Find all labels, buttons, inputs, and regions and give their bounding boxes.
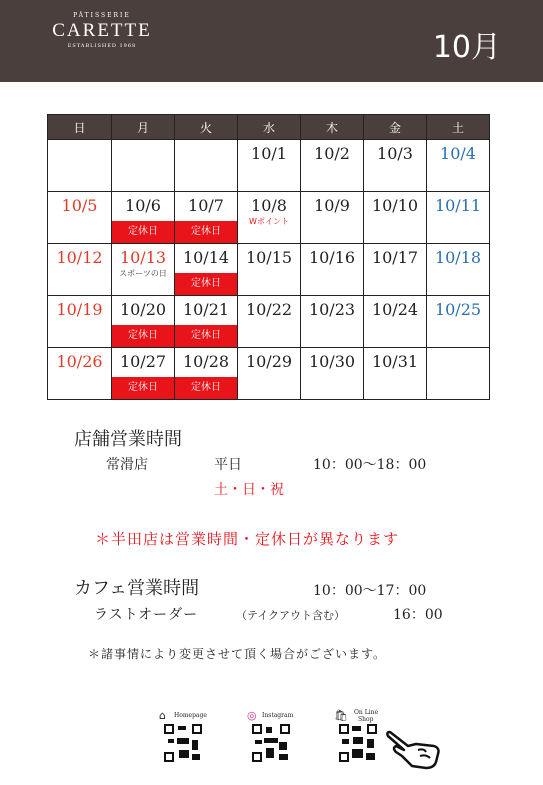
calendar-day-cell xyxy=(48,192,112,244)
closed-day-badge: 定休日 xyxy=(112,221,174,243)
logo-top-text: PÂTISSERIE xyxy=(73,12,131,19)
weekday-header: 土 xyxy=(427,115,490,140)
shopping-bag-icon: 🛍 xyxy=(334,709,348,722)
closed-day-badge: 定休日 xyxy=(175,377,237,399)
day-date: 10/21 xyxy=(182,300,230,319)
calendar-day-cell xyxy=(238,296,301,348)
day-date: 10/25 xyxy=(434,300,482,319)
home-icon: ⌂ xyxy=(159,709,166,722)
instagram-qr-code[interactable] xyxy=(252,724,290,762)
holiday-note: スポーツの日 xyxy=(119,269,167,278)
weekday-header: 金 xyxy=(364,115,427,140)
day-date: 10/8 xyxy=(251,196,287,215)
day-date: 10/17 xyxy=(371,248,419,267)
calendar-empty-cell xyxy=(427,348,490,400)
day-date: 10/9 xyxy=(314,196,350,215)
closed-day-badge: 定休日 xyxy=(112,325,174,347)
last-order-time: 16：00 xyxy=(393,607,443,623)
day-date: 10/7 xyxy=(188,196,224,215)
calendar-empty-cell xyxy=(112,140,175,192)
day-date: 10/28 xyxy=(182,352,230,371)
calendar-day-cell xyxy=(48,244,112,296)
calendar-day-cell xyxy=(301,140,364,192)
weekday-hours: 10：00〜18：00 xyxy=(313,457,427,473)
calendar-day-cell xyxy=(364,192,427,244)
calendar-day-cell xyxy=(301,192,364,244)
instagram-label: Instagram xyxy=(262,712,294,719)
calendar-day-cell xyxy=(301,296,364,348)
day-date: 10/12 xyxy=(56,248,103,267)
online-shop-qr-code[interactable] xyxy=(339,724,377,762)
day-date: 10/10 xyxy=(371,196,419,215)
online-shop-label-1: On Line xyxy=(354,709,379,716)
day-date: 10/14 xyxy=(182,248,230,267)
calendar-day-cell xyxy=(364,348,427,400)
homepage-qr-code[interactable] xyxy=(164,724,202,762)
weekday-header: 火 xyxy=(175,115,238,140)
calendar-day-cell xyxy=(175,244,238,296)
weekday-header: 月 xyxy=(112,115,175,140)
logo-sub-text: ESTABLISHED 1968 xyxy=(67,43,137,49)
calendar-day-cell xyxy=(112,348,175,400)
calendar-day-cell xyxy=(427,296,490,348)
day-date: 10/19 xyxy=(56,300,103,319)
day-date: 10/1 xyxy=(251,144,287,163)
day-date: 10/27 xyxy=(119,352,167,371)
day-date: 10/16 xyxy=(308,248,356,267)
calendar-day-cell xyxy=(364,244,427,296)
instagram-icon: ◎ xyxy=(247,709,257,722)
homepage-label: Homepage xyxy=(174,712,207,719)
online-shop-label-2: Shop xyxy=(358,716,374,723)
closed-day-badge: 定休日 xyxy=(112,377,174,399)
closed-day-badge: 定休日 xyxy=(175,221,237,243)
day-date: 10/15 xyxy=(245,248,293,267)
day-date: 10/22 xyxy=(245,300,293,319)
closed-day-badge: 定休日 xyxy=(175,273,237,295)
disclaimer: ＊諸事情により変更させて頂く場合がございます。 xyxy=(88,647,387,661)
calendar-day-cell xyxy=(427,140,490,192)
calendar-day-cell xyxy=(364,296,427,348)
day-date: 10/31 xyxy=(371,352,419,371)
calendar-week-row xyxy=(48,192,490,244)
calendar-day-cell xyxy=(301,348,364,400)
calendar-day-cell xyxy=(238,140,301,192)
double-point-note: Wポイント xyxy=(249,217,289,226)
store-hours-title: 店舗営業時間 xyxy=(74,429,182,450)
last-order-note: （テイクアウト含む） xyxy=(236,609,346,622)
calendar-day-cell xyxy=(112,296,175,348)
day-date: 10/24 xyxy=(371,300,419,319)
calendar-day-cell xyxy=(112,244,175,296)
calendar-day-cell xyxy=(175,296,238,348)
calendar-day-cell xyxy=(48,296,112,348)
day-date: 10/30 xyxy=(308,352,356,371)
day-date: 10/18 xyxy=(434,248,482,267)
calendar-day-cell xyxy=(238,348,301,400)
day-date: 10/11 xyxy=(434,196,482,215)
calendar-day-cell xyxy=(175,348,238,400)
weekday-header: 日 xyxy=(48,115,112,140)
calendar-day-cell xyxy=(238,192,301,244)
handa-notice: ＊半田店は営業時間・定休日が異なります xyxy=(95,530,400,548)
cafe-hours-title: カフェ営業時間 xyxy=(74,578,200,599)
calendar-empty-cell xyxy=(175,140,238,192)
last-order-label: ラストオーダー xyxy=(94,607,199,623)
day-date: 10/3 xyxy=(377,144,413,163)
calendar-body xyxy=(48,140,490,400)
logo-main-text: CARETTE xyxy=(52,20,152,41)
carette-logo[interactable] xyxy=(52,12,152,49)
weekend-label: 土・日・祝 xyxy=(214,482,284,498)
day-date: 10/2 xyxy=(314,144,350,163)
calendar-day-cell xyxy=(238,244,301,296)
calendar-day-cell xyxy=(427,192,490,244)
weekday-label: 平日 xyxy=(214,457,242,473)
calendar-week-row xyxy=(48,140,490,192)
weekday-header: 水 xyxy=(238,115,301,140)
calendar-day-cell xyxy=(48,348,112,400)
cafe-hours: 10：00〜17：00 xyxy=(313,583,427,599)
pointing-hand-icon xyxy=(386,726,448,772)
header-bar xyxy=(0,0,543,82)
weekday-header: 木 xyxy=(301,115,364,140)
weekday-header-row xyxy=(48,115,490,140)
calendar-day-cell xyxy=(175,192,238,244)
day-date: 10/4 xyxy=(440,144,476,163)
calendar-day-cell xyxy=(427,244,490,296)
calendar-week-row xyxy=(48,296,490,348)
day-date: 10/20 xyxy=(119,300,167,319)
day-date: 10/29 xyxy=(245,352,293,371)
calendar-empty-cell xyxy=(48,140,112,192)
calendar-week-row xyxy=(48,348,490,400)
day-date: 10/26 xyxy=(56,352,103,371)
store-name: 常滑店 xyxy=(106,457,148,473)
day-date: 10/23 xyxy=(308,300,356,319)
day-date: 10/5 xyxy=(61,196,98,215)
month-title: 10月 xyxy=(432,30,501,65)
calendar-day-cell xyxy=(112,192,175,244)
calendar-day-cell xyxy=(364,140,427,192)
day-date: 10/6 xyxy=(125,196,161,215)
calendar-day-cell xyxy=(301,244,364,296)
calendar-week-row xyxy=(48,244,490,296)
calendar-table xyxy=(47,114,490,400)
day-date: 10/13 xyxy=(119,248,167,267)
closed-day-badge: 定休日 xyxy=(175,325,237,347)
